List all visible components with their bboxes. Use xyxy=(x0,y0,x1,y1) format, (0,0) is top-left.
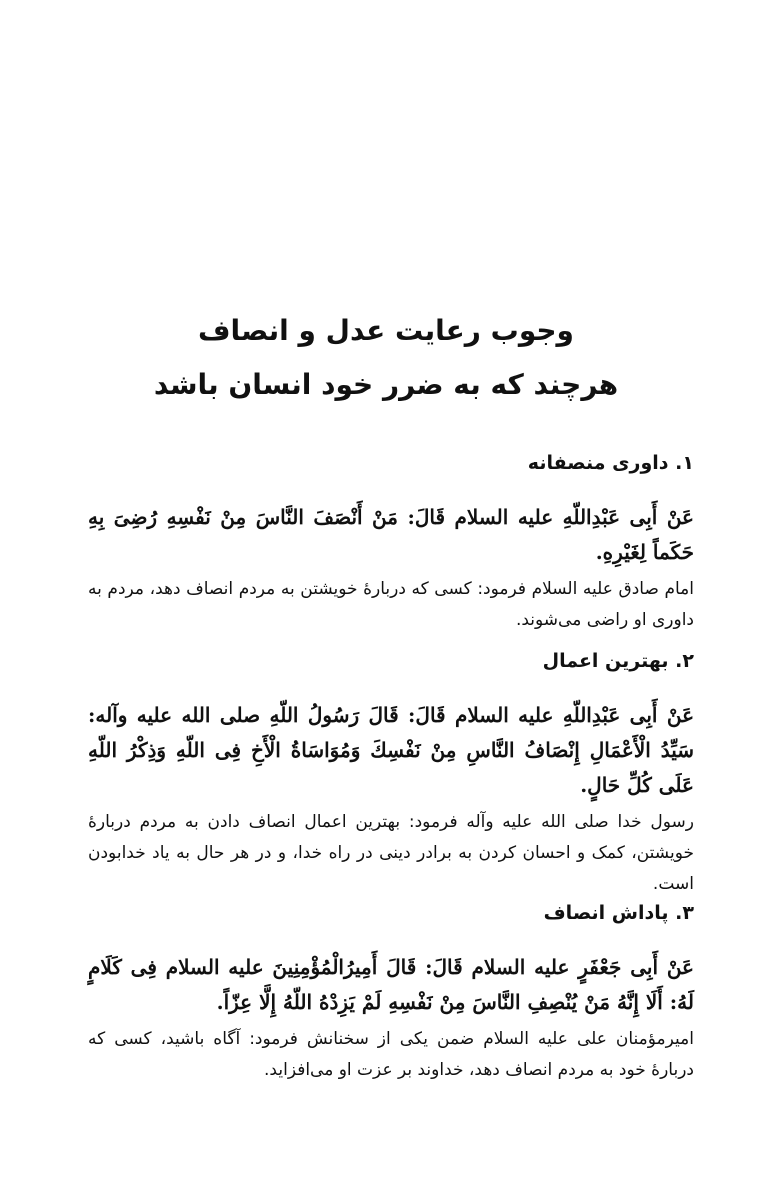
arabic-hadith: عَنْ أَبِی عَبْدِاللّهِ عليه السلام قَالَ: قَالَ رَسُولُ اللّهِ صلی الله عليه وآله: سَيِّدُ الْأَعْمَالِ إِنْصَافُ النَّاسِ مِنْ نَفْسِكَ وَمُوَاسَاةُ الْأَخِ فِی اللّهِ وَذِكْرُ اللّهِ عَلَی كُلِّ حَالٍ. xyxy=(88,703,694,797)
chapter-title-line-2: هرچند که به ضرر خود انسان باشد xyxy=(153,368,619,401)
section-best-deeds xyxy=(88,646,694,900)
section-heading: ۲. بهترین اعمال xyxy=(542,650,694,672)
arabic-hadith: عَنْ أَبِی جَعْفَرٍ عليه السلام قَالَ: قَالَ أَمِيرُالْمُؤْمِنِينَ عليه السلام فِی كَلَامٍ لَهُ: أَلَا إِنَّهُ مَنْ يُنْصِفِ النَّاسَ مِنْ نَفْسِهِ لَمْ يَزِدْهُ اللّهُ إِلَّا عِزّاً. xyxy=(88,955,694,1014)
persian-translation: امیرمؤمنان علی عليه السلام ضمن یکی از سخنانش فرمود: آگاه باشید، كسی كه دربارۀ خود به مردم انصاف دهد، خداوند بر عزت او می‌افزاید. xyxy=(88,1029,694,1080)
section-fair-judgment xyxy=(88,448,694,636)
persian-translation: امام صادق عليه السلام فرمود: كسی كه دربارۀ خویشتن به مردم انصاف دهد، مردم به داوری او راضی می‌شوند. xyxy=(88,579,694,630)
section-heading: ۳. پاداش انصاف xyxy=(543,902,694,924)
section-reward-of-fairness xyxy=(88,898,694,1086)
arabic-hadith: عَنْ أَبِی عَبْدِاللّهِ عليه السلام قَالَ: مَنْ أَنْصَفَ النَّاسَ مِنْ نَفْسِهِ رُضِیَ بِهِ حَكَماً لِغَیْرِهِ. xyxy=(88,505,694,564)
persian-translation: رسول خدا صلی الله عليه وآله فرمود: بهترین اعمال انصاف دادن به مردم دربارۀ خویشتن، كمک و احسان كردن به برادر دینی در راه خدا، و در هر حال به یاد خدابودن است. xyxy=(88,812,694,894)
chapter-title-line-1: وجوب رعایت عدل و انصاف xyxy=(198,314,574,347)
section-heading: ۱. داوری منصفانه xyxy=(527,452,694,474)
chapter-title xyxy=(0,304,772,412)
